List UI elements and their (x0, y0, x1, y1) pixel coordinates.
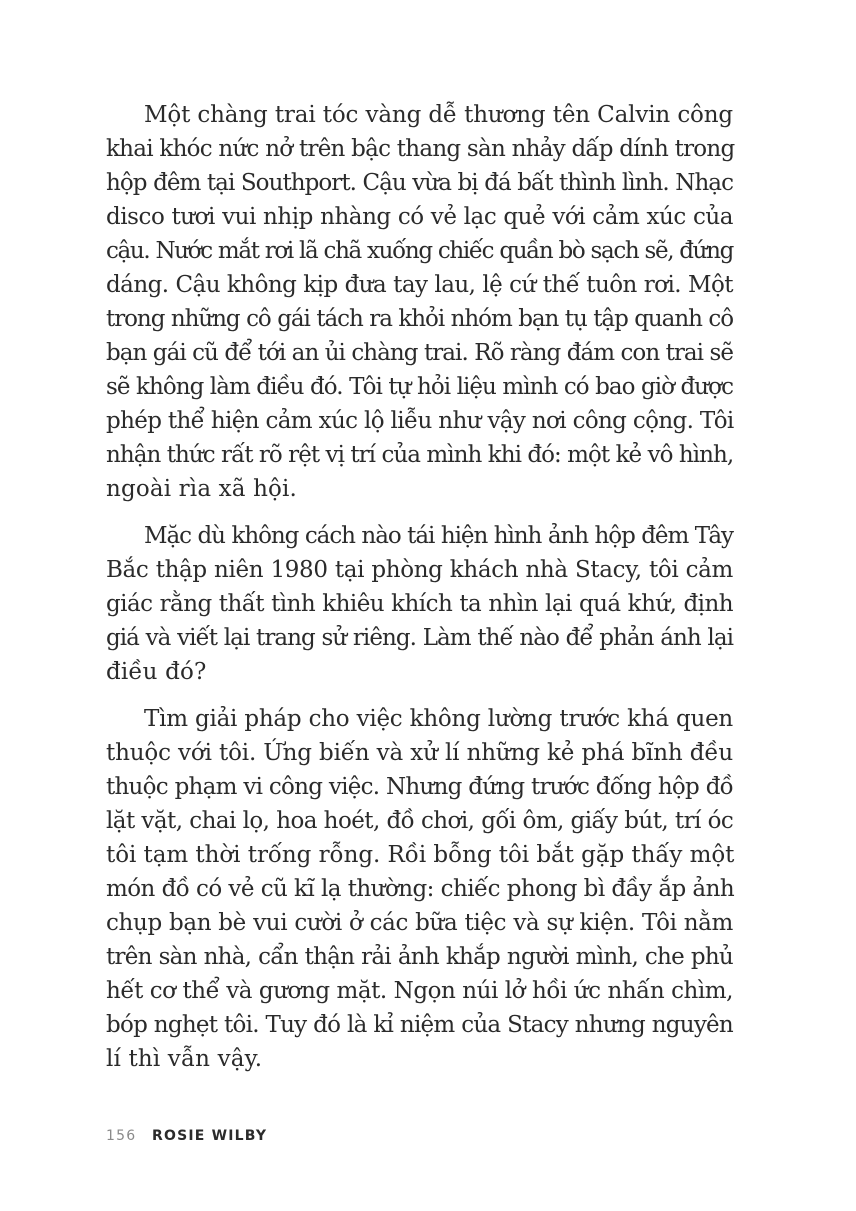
text-line: chụp bạn bè vui cười ở các bữa tiệc và sự kiện. Tôi nằm (106, 910, 733, 936)
text-line: Mặc dù không cách nào tái hiện hình ảnh hộp đêm Tây (144, 523, 733, 549)
paragraph-2 (106, 519, 733, 689)
paragraph-3 (106, 702, 733, 1076)
text-line: sẽ không làm điều đó. Tôi tự hỏi liệu mình có bao giờ được (106, 374, 733, 400)
text-line: bóp nghẹt tôi. Tuy đó là kỉ niệm của Stacy nhưng nguyên (106, 1012, 733, 1038)
body-text (106, 98, 733, 1089)
text-line: tôi tạm thời trống rỗng. Rồi bỗng tôi bắt gặp thấy một (106, 842, 735, 868)
text-line: disco tươi vui nhịp nhàng có vẻ lạc quẻ với cảm xúc của (106, 204, 733, 230)
text-line: thuộc với tôi. Ứng biến và xử lí những kẻ phá bĩnh đều (106, 740, 733, 766)
text-line: điều đó? (106, 659, 207, 685)
text-line: khai khóc nức nở trên bậc thang sàn nhảy dấp dính trong (106, 136, 735, 162)
text-line: món đồ có vẻ cũ kĩ lạ thường: chiếc phong bì đầy ắp ảnh (106, 876, 735, 902)
text-line: nhận thức rất rõ rệt vị trí của mình khi đó: một kẻ vô hình, (106, 442, 734, 468)
text-line: thuộc phạm vi công việc. Nhưng đứng trước đống hộp đồ (106, 774, 733, 800)
paragraph-1 (106, 98, 733, 506)
text-line: trên sàn nhà, cẩn thận rải ảnh khắp người mình, che phủ (106, 944, 733, 970)
text-line: bạn gái cũ để tới an ủi chàng trai. Rõ ràng đám con trai sẽ (106, 340, 733, 366)
text-line: hết cơ thể và gương mặt. Ngọn núi lở hồi ức nhấn chìm, (106, 978, 733, 1004)
text-line: dáng. Cậu không kịp đưa tay lau, lệ cứ thế tuôn rơi. Một (106, 272, 733, 298)
text-line: Một chàng trai tóc vàng dễ thương tên Calvin công (144, 102, 733, 128)
text-line: hộp đêm tại Southport. Cậu vừa bị đá bất thình lình. Nhạc (106, 170, 733, 196)
page-footer (106, 1128, 267, 1144)
text-line: trong những cô gái tách ra khỏi nhóm bạn tụ tập quanh cô (106, 306, 733, 332)
text-line: lặt vặt, chai lọ, hoa hoét, đồ chơi, gối ôm, giấy bút, trí óc (106, 808, 734, 834)
text-line: giá và viết lại trang sử riêng. Làm thế nào để phản ánh lại (106, 625, 733, 651)
text-line: phép thể hiện cảm xúc lộ liễu như vậy nơi công cộng. Tôi (106, 408, 734, 434)
text-line: Bắc thập niên 1980 tại phòng khách nhà Stacy, tôi cảm (106, 557, 733, 583)
author-name: ROSIE WILBY (151, 1128, 268, 1144)
text-line: giác rằng thất tình khiêu khích ta nhìn lại quá khứ, định (106, 591, 733, 617)
text-line: cậu. Nước mắt rơi lã chã xuống chiếc quần bò sạch sẽ, đứng (106, 238, 733, 264)
text-line: Tìm giải pháp cho việc không lường trước khá quen (144, 706, 733, 732)
page-number: 156 (106, 1128, 137, 1144)
text-line: lí thì vẫn vậy. (106, 1046, 263, 1072)
text-line: ngoài rìa xã hội. (106, 476, 298, 502)
